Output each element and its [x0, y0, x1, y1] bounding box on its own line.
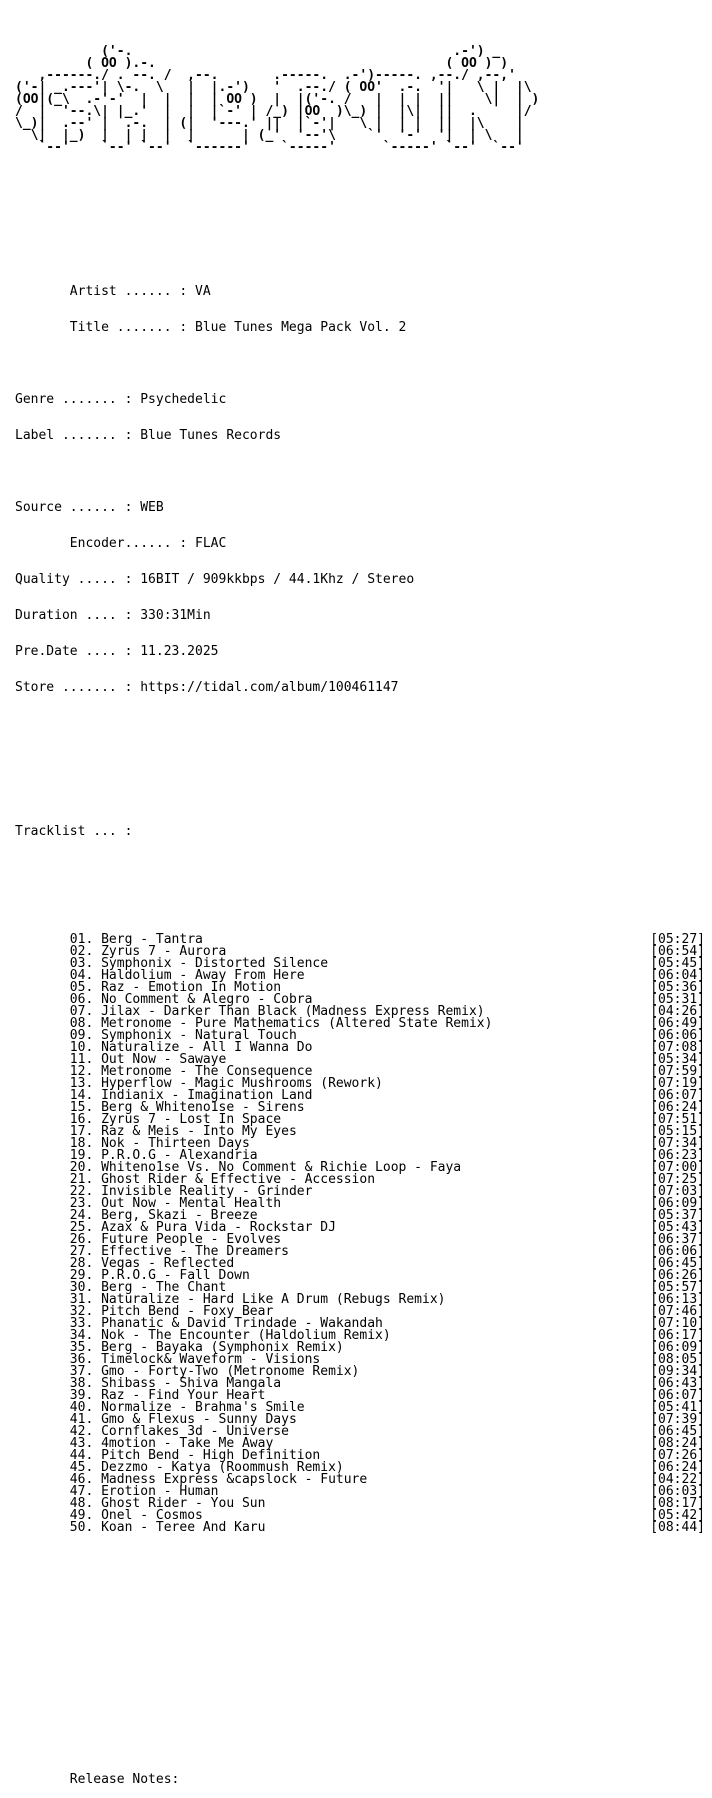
track-title: 16. Zyrus 7 - Lost In Space — [69, 1112, 282, 1127]
tracklist — [15, 934, 705, 1534]
track-title: 20. Whiteno1se Vs. No Comment & Richie Loop - Faya — [69, 1160, 462, 1175]
track-duration: [05:57] — [650, 1280, 705, 1295]
track-duration: [05:34] — [650, 1052, 705, 1067]
track-title: 03. Symphonix - Distorted Silence — [69, 956, 329, 971]
track-duration: [06:17] — [650, 1328, 705, 1343]
track-duration: [05:43] — [650, 1220, 705, 1235]
track-title: 10. Naturalize - All I Wanna Do — [69, 1040, 313, 1055]
title-line: Title ....... : Blue Tunes Mega Pack Vol. 2 — [15, 320, 407, 335]
track-duration: [04:26] — [650, 1004, 705, 1019]
logo-line: `--' `--' `--' `------' `-----' `-----' `--' `--' — [15, 140, 524, 155]
track-title: 36. Timelock& Waveform - Visions — [69, 1352, 321, 1367]
logo-line: ('-| _.---'| \-. \ | |.-') ' .--./ ( OO' .-. '| \ | |\ — [15, 80, 532, 95]
track-title: 22. Invisible Reality - Grinder — [69, 1184, 313, 1199]
track-title: 40. Normalize - Brahma's Smile — [69, 1400, 305, 1415]
track-duration: [06:13] — [650, 1292, 705, 1307]
quality-line: Quality ..... : 16BIT / 909kkbps / 44.1Khz / Stereo — [15, 572, 415, 587]
track-duration: [08:44] — [650, 1520, 705, 1535]
track-title: 14. Indianix - Imagination Land — [69, 1088, 313, 1103]
track-duration: [06:45] — [650, 1256, 705, 1271]
artist-line: Artist ...... : VA — [15, 284, 211, 299]
store-line: Store ....... : https://tidal.com/album/100461147 — [15, 680, 399, 695]
track-title: 02. Zyrus 7 - Aurora — [69, 944, 227, 959]
track-title: 07. Jilax - Darker Than Black (Madness Express Remix) — [69, 1004, 485, 1019]
track-duration: [06:45] — [650, 1424, 705, 1439]
track-duration: [05:31] — [650, 992, 705, 1007]
track-title: 01. Berg - Tantra — [69, 932, 203, 947]
track-duration: [06:49] — [650, 1016, 705, 1031]
track-title: 39. Raz - Find Your Heart — [69, 1388, 266, 1403]
track-title: 11. Out Now - Sawaye — [69, 1052, 227, 1067]
track-duration: [06:07] — [650, 1388, 705, 1403]
track-title: 17. Raz & Meis - Into My Eyes — [69, 1124, 297, 1139]
track-title: 42. Cornflakes 3d - Universe — [69, 1424, 289, 1439]
track-duration: [06:09] — [650, 1196, 705, 1211]
source-line: Source ...... : WEB — [15, 500, 164, 515]
track-duration: [08:17] — [650, 1496, 705, 1511]
track-title: 27. Effective - The Dreamers — [69, 1244, 289, 1259]
track-title: 34. Nok - The Encounter (Haldolium Remix) — [69, 1328, 391, 1343]
tracklist-header: Tracklist ... : — [15, 824, 133, 839]
track-duration: [07:25] — [650, 1172, 705, 1187]
track-title: 18. Nok - Thirteen Days — [69, 1136, 250, 1151]
logo-line: (OO|(_\ .-'-' | | | | OO ) | |('-. / | | | || \| | ) — [15, 92, 540, 107]
track-duration: [06:37] — [650, 1232, 705, 1247]
logo-line: ,------./ . --. / ,--. .-----. .-')-----. ,--./ ,--,' — [15, 68, 516, 83]
track-duration: [07:46] — [650, 1304, 705, 1319]
track-title: 38. Shibass - Shiva Mangala — [69, 1376, 282, 1391]
release-notes-label: Release Notes: — [15, 1772, 180, 1787]
track-title: 45. Dezzmo - Katya (Roommush Remix) — [69, 1460, 344, 1475]
nfo-document — [15, 22, 705, 1798]
track-duration: [07:08] — [650, 1040, 705, 1055]
track-duration: [07:51] — [650, 1112, 705, 1127]
track-duration: [05:41] — [650, 1400, 705, 1415]
track-duration: [08:05] — [650, 1352, 705, 1367]
logo-line: ( OO ).-. ( OO ) ) — [15, 56, 509, 71]
track-duration: [05:42] — [650, 1508, 705, 1523]
track-title: 09. Symphonix - Natural Touch — [69, 1028, 297, 1043]
track-title: 49. Onel - Cosmos — [69, 1508, 203, 1523]
track-duration: [07:59] — [650, 1064, 705, 1079]
track-title: 29. P.R.O.G - Fall Down — [69, 1268, 250, 1283]
track-duration: [04:22] — [650, 1472, 705, 1487]
track-title: 30. Berg - The Chant — [69, 1280, 227, 1295]
track-title: 21. Ghost Rider & Effective - Accession — [69, 1172, 376, 1187]
track-duration: [06:06] — [650, 1028, 705, 1043]
track-title: 41. Gmo & Flexus - Sunny Days — [69, 1412, 297, 1427]
track-title: 06. No Comment & Alegro - Cobra — [69, 992, 313, 1007]
label-line: Label ....... : Blue Tunes Records — [15, 428, 282, 443]
track-duration: [06:24] — [650, 1100, 705, 1115]
track-title: 19. P.R.O.G - Alexandria — [69, 1148, 258, 1163]
track-duration: [06:06] — [650, 1244, 705, 1259]
track-title: 31. Naturalize - Hard Like A Drum (Rebugs Remix) — [69, 1292, 446, 1307]
track-duration: [08:24] — [650, 1436, 705, 1451]
track-title: 48. Ghost Rider - You Sun — [69, 1496, 266, 1511]
track-title: 23. Out Now - Mental Health — [69, 1196, 282, 1211]
genre-line: Genre ....... : Psychedelic — [15, 392, 227, 407]
track-title: 15. Berg & Whiteno1se - Sirens — [69, 1100, 305, 1115]
track-title: 13. Hyperflow - Magic Mushrooms (Rework) — [69, 1076, 383, 1091]
logo-line: / | '--.\| |_.' | | |`-' | /_) |OO )\_) | |\| || . |/ — [15, 104, 532, 119]
track-duration: [06:23] — [650, 1148, 705, 1163]
track-duration: [05:45] — [650, 956, 705, 971]
track-title: 43. 4motion - Take Me Away — [69, 1436, 274, 1451]
track-duration: [05:15] — [650, 1124, 705, 1139]
track-duration: [06:03] — [650, 1484, 705, 1499]
duration-line: Duration .... : 330:31Min — [15, 608, 211, 623]
logo-line: \_)| .--' | .-. | (| '---.' || |`-'| \ | | | || |\ | — [15, 116, 524, 131]
track-title: 33. Phanatic & David Trindade - Wakandah — [69, 1316, 383, 1331]
track-title: 37. Gmo - Forty-Two (Metronome Remix) — [69, 1364, 360, 1379]
track-duration: [06:54] — [650, 944, 705, 959]
track-duration: [07:39] — [650, 1412, 705, 1427]
track-duration: [07:10] — [650, 1316, 705, 1331]
track-title: 32. Pitch Bend - Foxy Bear — [69, 1304, 274, 1319]
track-title: 47. Erotion - Human — [69, 1484, 219, 1499]
track-title: 05. Raz - Emotion In Motion — [69, 980, 282, 995]
track-title: 08. Metronome - Pure Mathematics (Altered State Remix) — [69, 1016, 493, 1031]
encoder-line: Encoder...... : FLAC — [15, 536, 227, 551]
track-title: 26. Future People - Evolves — [69, 1232, 282, 1247]
track-duration: [07:26] — [650, 1448, 705, 1463]
track-duration: [06:09] — [650, 1340, 705, 1355]
track-duration: [06:43] — [650, 1376, 705, 1391]
track-duration: [07:03] — [650, 1184, 705, 1199]
track-duration: [09:34] — [650, 1364, 705, 1379]
track-duration: [06:24] — [650, 1460, 705, 1475]
track-title: 35. Berg - Bayaka (Symphonix Remix) — [69, 1340, 344, 1355]
logo-line: ('-. .-') _ — [15, 44, 501, 59]
track-row — [15, 1522, 705, 1534]
track-title: 12. Metronome - The Consequence — [69, 1064, 313, 1079]
track-duration: [07:34] — [650, 1136, 705, 1151]
track-duration: [07:19] — [650, 1076, 705, 1091]
logo-line: \| |_) | | | | | | (_' '--'\ `' '-' '| | \ | — [15, 128, 524, 143]
track-title: 28. Vegas - Reflected — [69, 1256, 235, 1271]
track-duration: [05:37] — [650, 1208, 705, 1223]
track-title: 04. Haldolium - Away From Here — [69, 968, 305, 983]
track-title: 24. Berg, Skazi - Breeze — [69, 1208, 258, 1223]
track-title: 25. Azax & Pura Vida - Rockstar DJ — [69, 1220, 336, 1235]
track-duration: [05:27] — [650, 932, 705, 947]
track-title: 46. Madness Express &capslock - Future — [69, 1472, 368, 1487]
ascii-logo — [15, 46, 705, 154]
track-duration: [06:04] — [650, 968, 705, 983]
track-duration: [06:26] — [650, 1268, 705, 1283]
track-duration: [05:36] — [650, 980, 705, 995]
track-title: 44. Pitch Bend - High Definition — [69, 1448, 321, 1463]
predate-line: Pre.Date .... : 11.23.2025 — [15, 644, 219, 659]
track-title: 50. Koan - Teree And Karu — [69, 1520, 266, 1535]
track-duration: [06:07] — [650, 1088, 705, 1103]
track-duration: [07:00] — [650, 1160, 705, 1175]
